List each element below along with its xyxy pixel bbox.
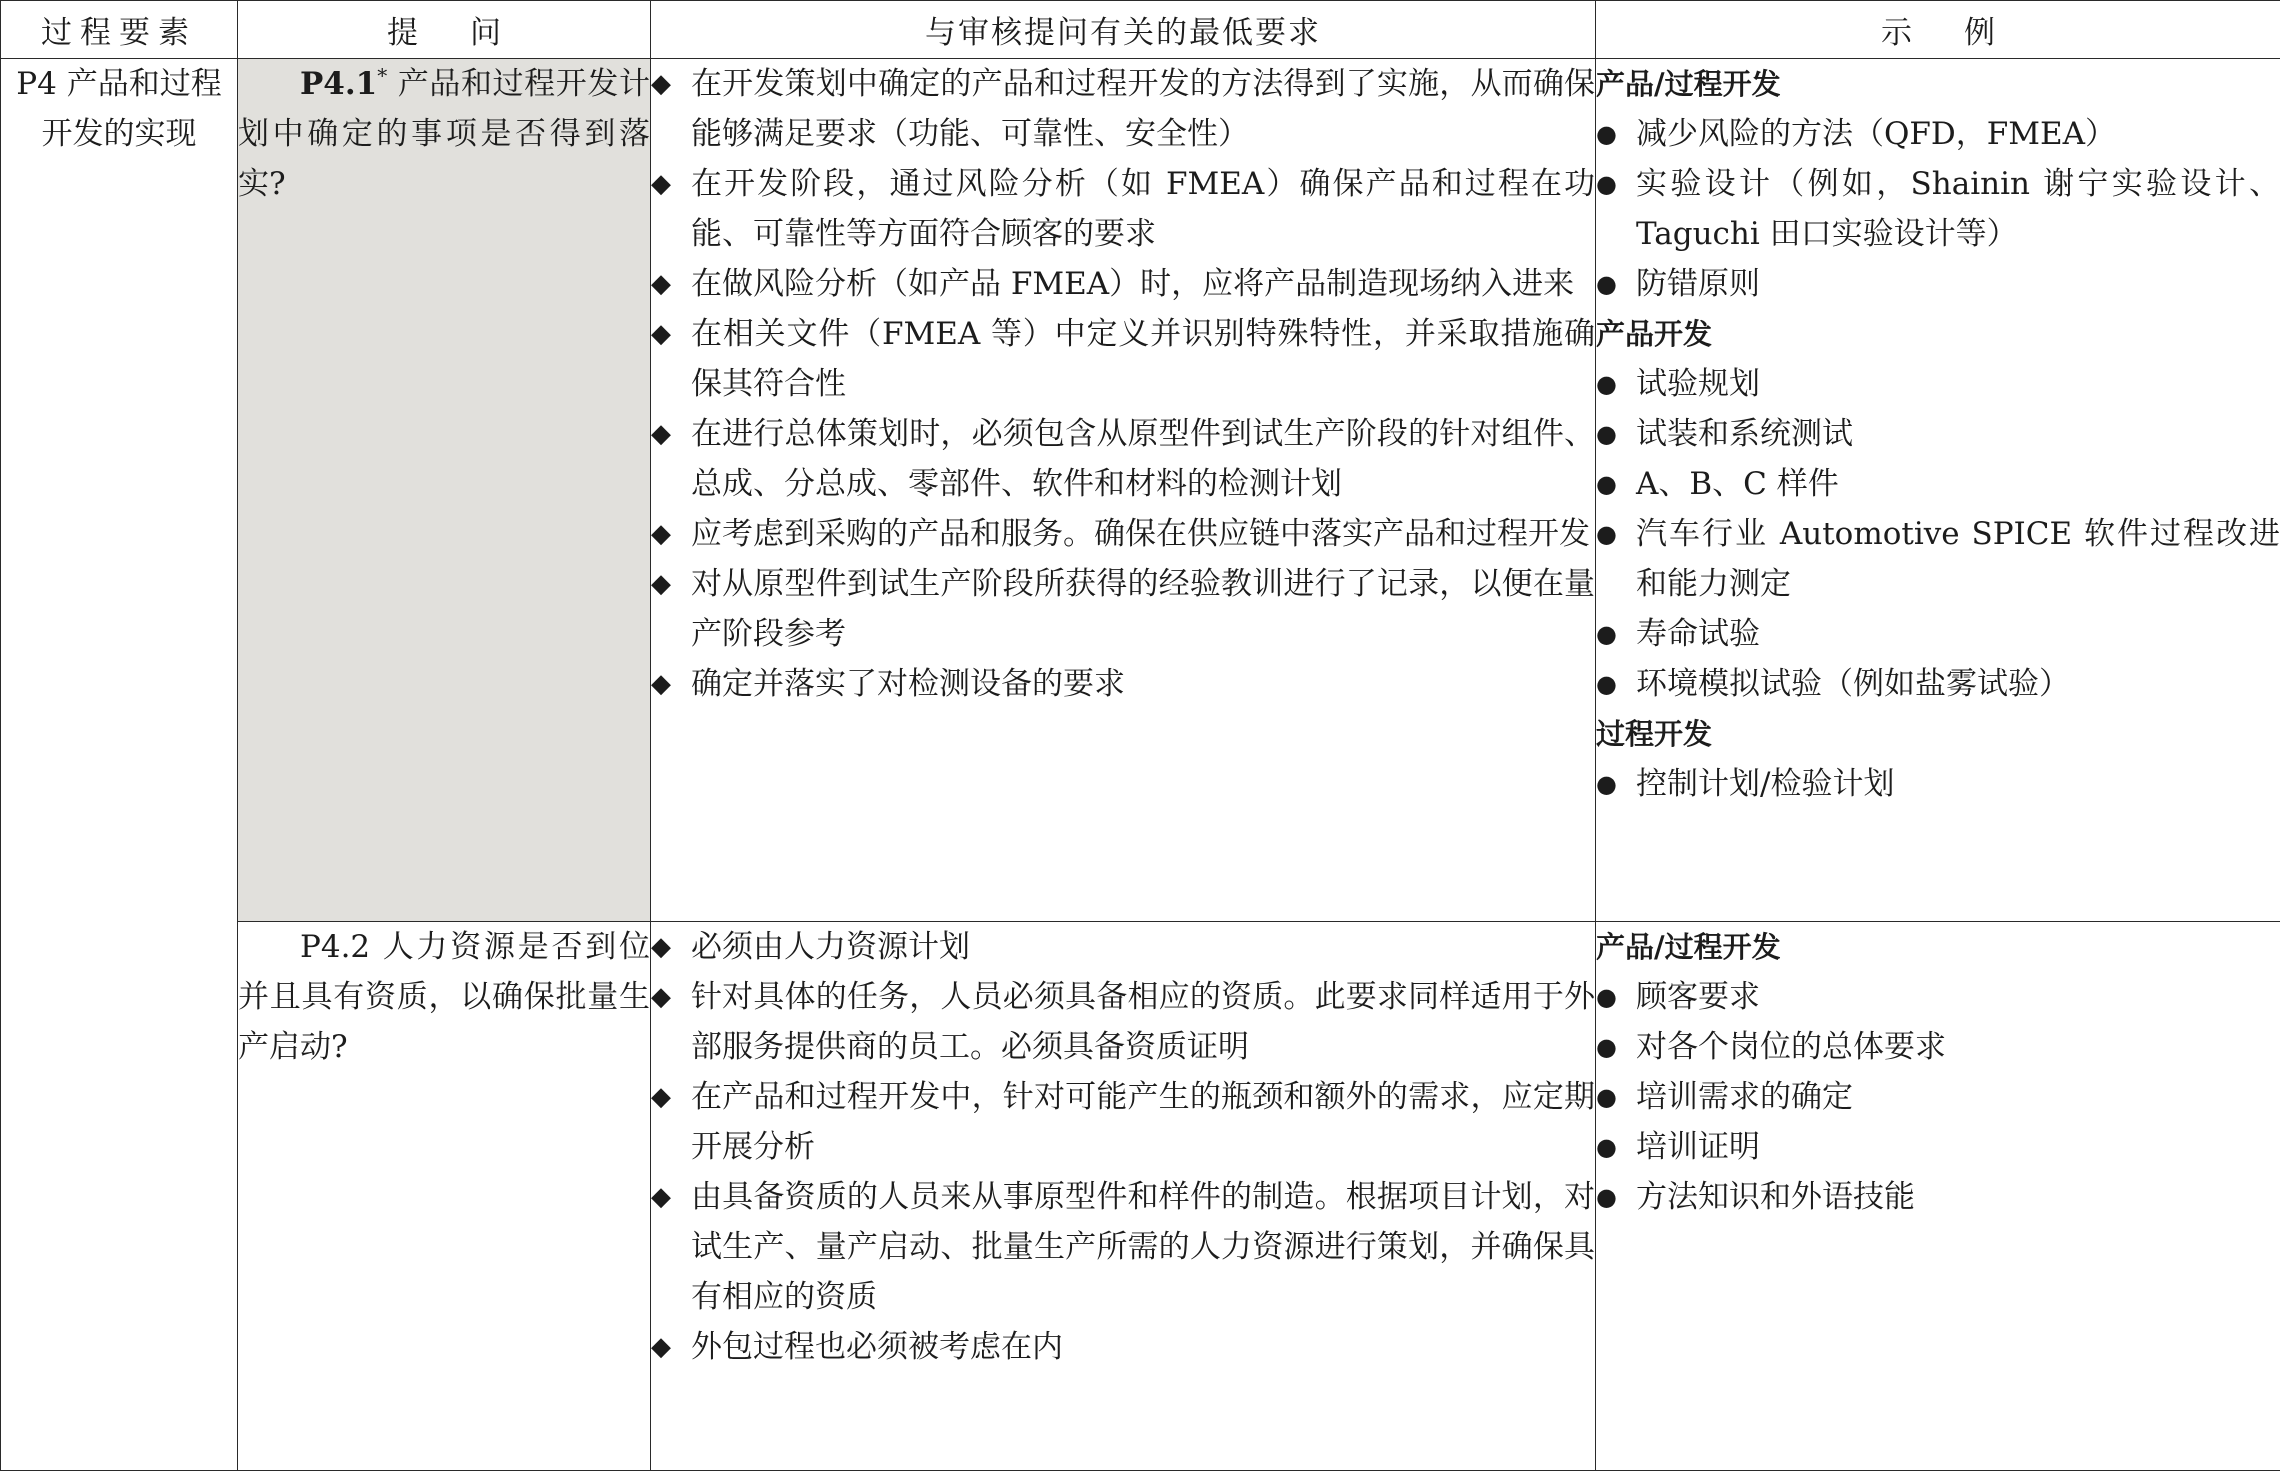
example-group-heading: 过程开发 (1596, 717, 1713, 751)
question-code: P4.2 (300, 929, 371, 965)
requirement-item: ◆ 针对具体的任务，人员必须具备相应的资质。此要求同样适用于外部服务提供商的员工。必须具备资质证明 (651, 972, 1595, 1072)
question-code: P4.1 (300, 66, 378, 102)
dot-bullet-icon: ● (1596, 520, 1617, 548)
diamond-bullet-icon: ◆ (651, 669, 671, 699)
example-item: ● 控制计划/检验计划 (1596, 759, 2280, 809)
example-item: ● 对各个岗位的总体要求 (1596, 1022, 2280, 1072)
diamond-bullet-icon: ◆ (651, 1332, 671, 1362)
dot-bullet-icon: ● (1596, 983, 1617, 1011)
examples-cell-p4-1 (1596, 59, 2280, 922)
diamond-bullet-icon: ◆ (651, 1182, 671, 1212)
requirements-cell-p4-2 (651, 922, 1596, 1471)
table-row-p4-1 (1, 59, 2280, 922)
examples-list (1596, 759, 2280, 809)
question-cell-p4-1 (238, 59, 651, 922)
requirement-item: ◆ 对从原型件到试生产阶段所获得的经验教训进行了记录，以便在量产阶段参考 (651, 559, 1595, 659)
dot-bullet-icon: ● (1596, 770, 1617, 798)
dot-bullet-icon: ● (1596, 1083, 1617, 1111)
requirement-item: ◆ 在开发策划中确定的产品和过程开发的方法得到了实施，从而确保能够满足要求（功能、可靠性、安全性） (651, 59, 1595, 159)
requirements-list (651, 59, 1595, 709)
dot-bullet-icon: ● (1596, 1183, 1617, 1211)
question-text-p4-1 (238, 59, 650, 209)
example-item: ● 试装和系统测试 (1596, 409, 2280, 459)
table-header-row (1, 1, 2280, 59)
diamond-bullet-icon: ◆ (651, 269, 671, 299)
diamond-bullet-icon: ◆ (651, 569, 671, 599)
dot-bullet-icon: ● (1596, 1033, 1617, 1061)
dot-bullet-icon: ● (1596, 670, 1617, 698)
example-item: ● 试验规划 (1596, 359, 2280, 409)
dot-bullet-icon: ● (1596, 1133, 1617, 1161)
example-item: ● 减少风险的方法（QFD，FMEA） (1596, 109, 2280, 159)
example-item: ● 培训证明 (1596, 1122, 2280, 1172)
question-cell-p4-2 (238, 922, 651, 1471)
diamond-bullet-icon: ◆ (651, 1082, 671, 1112)
dot-bullet-icon: ● (1596, 120, 1617, 148)
dot-bullet-icon: ● (1596, 370, 1617, 398)
example-item: ● 培训需求的确定 (1596, 1072, 2280, 1122)
example-item: ● A、B、C 样件 (1596, 459, 2280, 509)
dot-bullet-icon: ● (1596, 170, 1617, 198)
dot-bullet-icon: ● (1596, 620, 1617, 648)
diamond-bullet-icon: ◆ (651, 319, 671, 349)
diamond-bullet-icon: ◆ (651, 982, 671, 1012)
requirement-item: ◆ 在做风险分析（如产品 FMEA）时，应将产品制造现场纳入进来 (651, 259, 1595, 309)
requirement-item: ◆ 在开发阶段，通过风险分析（如 FMEA）确保产品和过程在功能、可靠性等方面符合顾客的要求 (651, 159, 1595, 259)
dot-bullet-icon: ● (1596, 420, 1617, 448)
example-group-heading: 产品/过程开发 (1596, 930, 1781, 964)
examples-list (1596, 359, 2280, 709)
dot-bullet-icon: ● (1596, 470, 1617, 498)
table-row-p4-2 (1, 922, 2280, 1471)
dot-bullet-icon: ● (1596, 270, 1617, 298)
diamond-bullet-icon: ◆ (651, 519, 671, 549)
question-body: 人力资源是否到位并且具有资质，以确保批量生产启动? (238, 929, 651, 1065)
example-item: ● 顾客要求 (1596, 972, 2280, 1022)
requirement-item: ◆ 外包过程也必须被考虑在内 (651, 1322, 1595, 1372)
question-body: 产品和过程开发计划中确定的事项是否得到落实? (238, 66, 650, 202)
example-item: ● 环境模拟试验（例如盐雾试验） (1596, 659, 2280, 709)
diamond-bullet-icon: ◆ (651, 932, 671, 962)
examples-list (1596, 109, 2280, 309)
requirement-item: ◆ 在进行总体策划时，必须包含从原型件到试生产阶段的针对组件、总成、分总成、零部件、软件和材料的检测计划 (651, 409, 1595, 509)
example-group-heading: 产品/过程开发 (1596, 67, 1781, 101)
requirement-item: ◆ 由具备资质的人员来从事原型件和样件的制造。根据项目计划，对试生产、量产启动、批量生产所需的人力资源进行策划，并确保具有相应的资质 (651, 1172, 1595, 1322)
example-item: ● 汽车行业 Automotive SPICE 软件过程改进和能力测定 (1596, 509, 2280, 609)
example-item: ● 方法知识和外语技能 (1596, 1172, 2280, 1222)
examples-list (1596, 972, 2280, 1222)
example-item: ● 寿命试验 (1596, 609, 2280, 659)
requirement-item: ◆ 确定并落实了对检测设备的要求 (651, 659, 1595, 709)
example-item: ● 防错原则 (1596, 259, 2280, 309)
header-minimum-requirements: 与审核提问有关的最低要求 (651, 1, 1596, 59)
header-process-element: 过程要素 (1, 1, 238, 59)
process-element-cell: P4 产品和过程开发的实现 (1, 59, 238, 1471)
diamond-bullet-icon: ◆ (651, 169, 671, 199)
examples-cell-p4-2 (1596, 922, 2280, 1471)
header-question: 提问 (238, 1, 651, 59)
requirements-list (651, 922, 1595, 1372)
diamond-bullet-icon: ◆ (651, 69, 671, 99)
example-item: ● 实验设计（例如，Shainin 谢宁实验设计、Taguchi 田口实验设计等） (1596, 159, 2280, 259)
requirements-cell-p4-1 (651, 59, 1596, 922)
requirement-item: ◆ 在相关文件（FMEA 等）中定义并识别特殊特性，并采取措施确保其符合性 (651, 309, 1595, 409)
requirement-item: ◆ 必须由人力资源计划 (651, 922, 1595, 972)
header-examples: 示例 (1596, 1, 2280, 59)
example-group-heading: 产品开发 (1596, 317, 1713, 351)
question-text-p4-2 (238, 922, 650, 1072)
diamond-bullet-icon: ◆ (651, 419, 671, 449)
requirement-item: ◆ 应考虑到采购的产品和服务。确保在供应链中落实产品和过程开发 (651, 509, 1595, 559)
question-star-mark: * (377, 63, 388, 88)
requirement-item: ◆ 在产品和过程开发中，针对可能产生的瓶颈和额外的需求，应定期开展分析 (651, 1072, 1595, 1172)
